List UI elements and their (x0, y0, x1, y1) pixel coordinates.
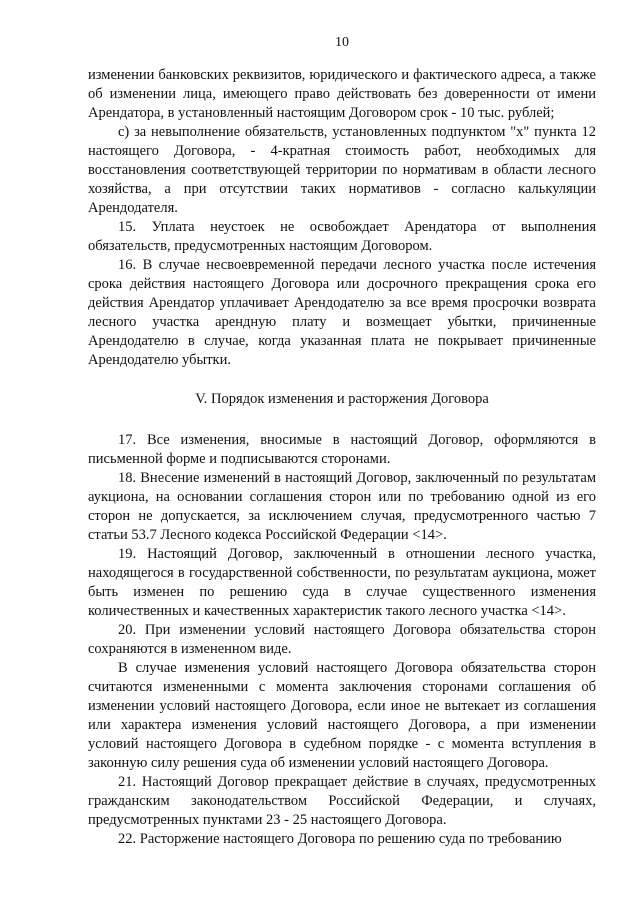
document-paragraph: 22. Расторжение настоящего Договора по решению суда по требованию (118, 831, 562, 847)
document-paragraph: 21. Настоящий Договор прекращает действие в случаях, предусмотренных гражданским законодательством Российской Федерации, и случаях, предусмотренных пунктами 23 - 25 настоящего Договора. (88, 774, 596, 828)
document-paragraph: с) за невыполнение обязательств, установленных подпунктом "х" пункта 12 настоящего Договора, - 4-кратная стоимость работ, необходимых для восстановления соответствующей территории по нормативам в области лесного хозяйства, а при отсутствии таких нормативов - согласно калькуляции Арендодателя. (88, 124, 596, 216)
document-paragraph: изменении банковских реквизитов, юридического и фактического адреса, а также об изменении лица, имеющего право действовать без доверенности от имени Арендатора, в установленный настоящим Договором срок - 10 тыс. рублей; (88, 67, 596, 121)
section-heading: V. Порядок изменения и расторжения Договора (195, 391, 489, 407)
paragraphs-before (88, 66, 596, 370)
document-paragraph: 17. Все изменения, вносимые в настоящий Договор, оформляются в письменной форме и подписываются сторонами. (88, 432, 596, 467)
document-paragraph: 18. Внесение изменений в настоящий Договор, заключенный по результатам аукциона, на основании соглашения сторон или по требованию одной из его сторон не допускается, за исключением случая, предусмотренного частью 7 статьи 53.7 Лесного кодекса Российской Федерации <14>. (88, 470, 596, 543)
document-paragraph: 19. Настоящий Договор, заключенный в отношении лесного участка, находящегося в государственной собственности, по результатам аукциона, может быть изменен по решению суда в случае существенного изменения количественных и качественных характеристик такого лесного участка <14>. (88, 546, 596, 619)
page-number: 10 (335, 35, 349, 50)
document-paragraph: В случае изменения условий настоящего Договора обязательства сторон считаются измененными с момента заключения сторонами соглашения об изменении условий настоящего Договора, если иное не вытекает из соглашения или характера изменения условий настоящего Договора, а при изменении условий настоящего Договора в судебном порядке - с момента вступления в законную силу решения суда об изменении условий настоящего Договора. (88, 660, 596, 771)
paragraphs-after (88, 431, 596, 849)
document-paragraph: 16. В случае несвоевременной передачи лесного участка после истечения срока действия настоящего Договора или досрочного прекращения срока его действия Арендатор уплачивает Арендодателю за все время просрочки возврата лесного участка арендную плату и возмещает убытки, причиненные Арендодателю в случае, когда указанная плата не покрывает причиненные Арендодателю убытки. (88, 257, 596, 368)
document-paragraph: 20. При изменении условий настоящего Договора обязательства сторон сохраняются в измененном виде. (88, 622, 596, 657)
document-paragraph: 15. Уплата неустоек не освобождает Арендатора от выполнения обязательств, предусмотренных настоящим Договором. (88, 219, 596, 254)
